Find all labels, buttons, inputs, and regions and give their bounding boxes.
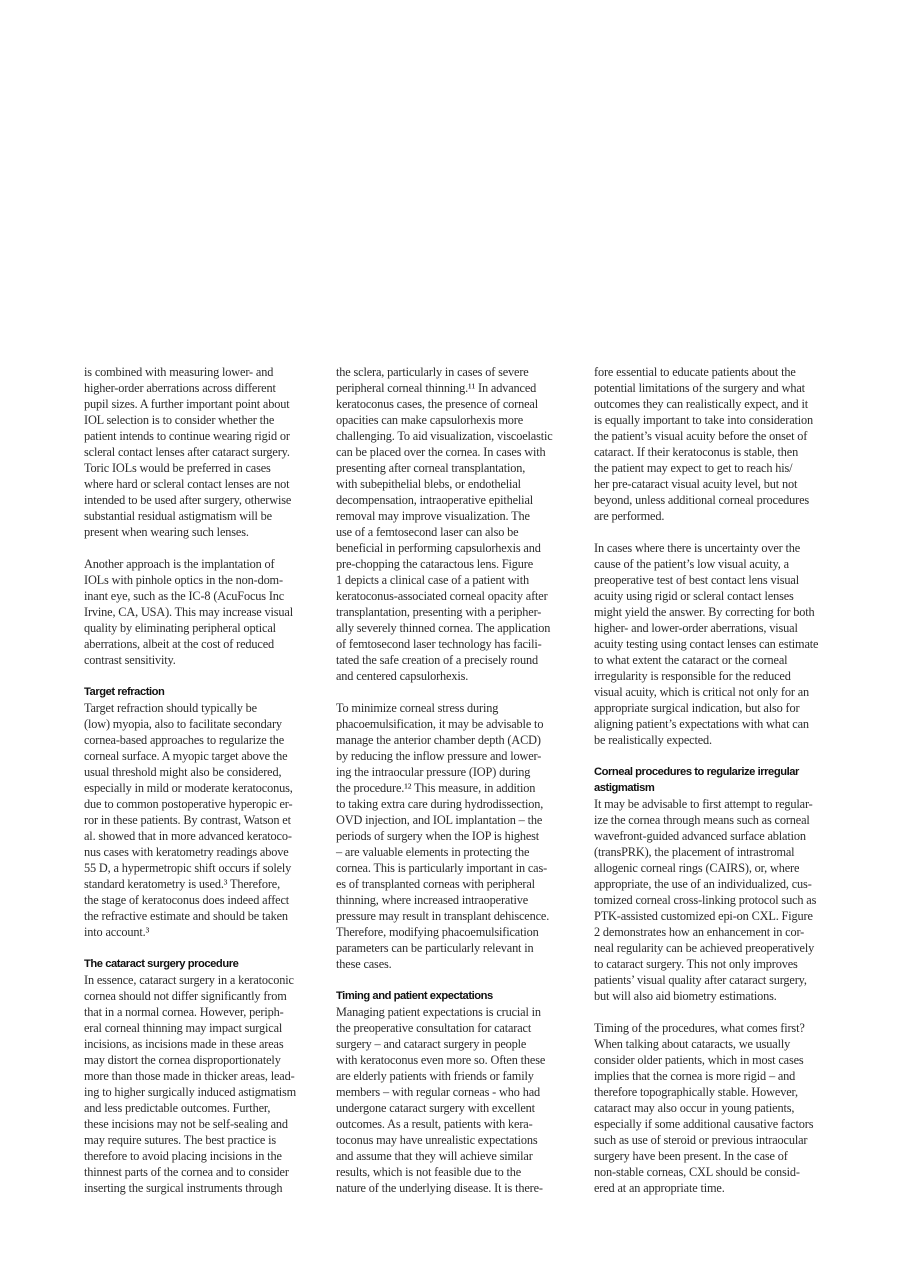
- text-line: cataract may also occur in young patients,: [594, 1101, 795, 1115]
- paragraph: [84, 364, 334, 540]
- text-line: are performed.: [594, 509, 665, 523]
- paragraph: [594, 540, 844, 748]
- text-line: Toric IOLs would be preferred in cases: [84, 461, 271, 475]
- text-line: pupil sizes. A further important point about: [84, 397, 290, 411]
- text-line: therefore to avoid placing incisions in the: [84, 1149, 282, 1163]
- section: [336, 988, 586, 1196]
- text-line: pressure may result in transplant dehiscence.: [336, 909, 550, 923]
- text-line: these cases.: [336, 957, 392, 971]
- text-line: To minimize corneal stress during: [336, 701, 499, 715]
- text-line: may require sutures. The best practice is: [84, 1133, 277, 1147]
- text-line: intended to be used after surgery, otherwise: [84, 493, 292, 507]
- text-line: thinning, where increased intraoperative: [336, 893, 529, 907]
- text-line: beneficial in performing capsulorhexis and: [336, 541, 541, 555]
- text-line: more than those made in thicker areas, lead-: [84, 1069, 295, 1083]
- paragraph-gap: [84, 668, 334, 684]
- text-line: due to common postoperative hyperopic er-: [84, 797, 293, 811]
- text-line: toconus may have unrealistic expectations: [336, 1133, 538, 1147]
- text-line: the sclera, particularly in cases of severe: [336, 365, 529, 379]
- text-line: to cataract surgery. This not only improves: [594, 957, 798, 971]
- text-line: 2 demonstrates how an enhancement in cor-: [594, 925, 805, 939]
- text-line: phacoemulsification, it may be advisable to: [336, 717, 544, 731]
- text-line: transplantation, presenting with a peripher-: [336, 605, 542, 619]
- text-line: cataract. If their keratoconus is stable, then: [594, 445, 799, 459]
- text-line: corneal surface. A myopic target above the: [84, 749, 288, 763]
- text-line: When talking about cataracts, we usually: [594, 1037, 791, 1051]
- text-line: periods of surgery when the IOP is highest: [336, 829, 540, 843]
- text-line: Timing of the procedures, what comes first?: [594, 1021, 805, 1035]
- text-line: Irvine, CA, USA). This may increase visual: [84, 605, 293, 619]
- text-line: the preoperative consultation for cataract: [336, 1021, 532, 1035]
- text-line: al. showed that in more advanced keratoco-: [84, 829, 292, 843]
- paragraph-gap: [594, 1004, 844, 1020]
- section-heading-continued: astigmatism: [594, 782, 655, 794]
- text-line: tated the safe creation of a precisely round: [336, 653, 539, 667]
- text-line: It may be advisable to first attempt to regular-: [594, 797, 813, 811]
- text-line: undergone cataract surgery with excellent: [336, 1101, 535, 1115]
- text-line: usual threshold might also be considered,: [84, 765, 282, 779]
- text-line: especially if some additional causative factors: [594, 1117, 814, 1131]
- text-line: IOL selection is to consider whether the: [84, 413, 275, 427]
- text-line: preoperative test of best contact lens visual: [594, 573, 799, 587]
- text-column-1: [84, 364, 334, 1196]
- text-line: opacities can make capsulorhexis more: [336, 413, 524, 427]
- text-line: In essence, cataract surgery in a keratoconic: [84, 973, 294, 987]
- text-line: cornea should not differ significantly from: [84, 989, 287, 1003]
- section-heading: Corneal procedures to regularize irregular: [594, 766, 799, 778]
- text-line: fore essential to educate patients about the: [594, 365, 796, 379]
- text-line: parameters can be particularly relevant in: [336, 941, 534, 955]
- text-line: such as use of steroid or previous intraocular: [594, 1133, 808, 1147]
- text-line: these incisions may not be self-sealing and: [84, 1117, 288, 1131]
- text-line: outcomes they can realistically expect, and it: [594, 397, 809, 411]
- section-heading: The cataract surgery procedure: [84, 958, 239, 970]
- text-line: ize the cornea through means such as corneal: [594, 813, 810, 827]
- text-line: keratoconus cases, the presence of corneal: [336, 397, 538, 411]
- text-line: to taking extra care during hydrodissection,: [336, 797, 544, 811]
- text-line: decompensation, intraoperative epithelial: [336, 493, 534, 507]
- paragraph-gap: [84, 940, 334, 956]
- text-line: – are valuable elements in protecting the: [336, 845, 530, 859]
- text-line: neal regularity can be achieved preoperatively: [594, 941, 815, 955]
- text-line: acuity testing using contact lenses can estimate: [594, 637, 819, 651]
- text-line: be realistically expected.: [594, 733, 712, 747]
- text-line: standard keratometry is used.³ Therefore,: [84, 877, 281, 891]
- text-line: the procedure.¹² This measure, in addition: [336, 781, 536, 795]
- text-line: the patient may expect to get to reach his/: [594, 461, 793, 475]
- text-line: eral corneal thinning may impact surgical: [84, 1021, 283, 1035]
- text-line: ing to higher surgically induced astigmatism: [84, 1085, 297, 1099]
- text-line: OVD injection, and IOL implantation – the: [336, 813, 543, 827]
- text-line: nature of the underlying disease. It is there-: [336, 1181, 543, 1195]
- text-line: challenging. To aid visualization, viscoelastic: [336, 429, 553, 443]
- text-line: her pre-cataract visual acuity level, but not: [594, 477, 798, 491]
- text-column-2: [336, 364, 586, 1196]
- text-line: and less predictable outcomes. Further,: [84, 1101, 271, 1115]
- text-line: tomized corneal cross-linking protocol such as: [594, 893, 817, 907]
- text-line: In cases where there is uncertainty over the: [594, 541, 801, 555]
- text-line: that in a normal cornea. However, periph-: [84, 1005, 284, 1019]
- text-line: outcomes. As a result, patients with kera-: [336, 1117, 533, 1131]
- text-line: acuity using rigid or scleral contact lenses: [594, 589, 794, 603]
- text-line: wavefront-guided advanced surface ablation: [594, 829, 806, 843]
- text-line: is combined with measuring lower- and: [84, 365, 274, 379]
- text-line: cornea. This is particularly important in cas-: [336, 861, 548, 875]
- text-line: higher- and lower-order aberrations, visual: [594, 621, 798, 635]
- paragraph: [84, 556, 334, 668]
- text-line: and centered capsulorhexis.: [336, 669, 469, 683]
- text-line: Target refraction should typically be: [84, 701, 257, 715]
- text-line: especially in mild or moderate keratoconus,: [84, 781, 293, 795]
- text-line: of femtosecond laser technology has facili-: [336, 637, 542, 651]
- section-heading: Target refraction: [84, 686, 165, 698]
- text-line: the refractive estimate and should be taken: [84, 909, 288, 923]
- text-line: appropriate surgical indication, but also for: [594, 701, 800, 715]
- paragraph-gap: [594, 524, 844, 540]
- text-line: ror in these patients. By contrast, Watson et: [84, 813, 291, 827]
- text-line: aberrations, albeit at the cost of reduced: [84, 637, 275, 651]
- text-line: incisions, as incisions made in these areas: [84, 1037, 284, 1051]
- text-line: consider older patients, which in most cases: [594, 1053, 804, 1067]
- text-line: peripheral corneal thinning.¹¹ In advanced: [336, 381, 537, 395]
- text-line: cornea-based approaches to regularize the: [84, 733, 285, 747]
- text-line: by reducing the inflow pressure and lower-: [336, 749, 542, 763]
- text-line: Managing patient expectations is crucial in: [336, 1005, 541, 1019]
- paragraph: [336, 700, 586, 972]
- text-line: aligning patient’s expectations with what can: [594, 717, 809, 731]
- text-line: PTK-assisted customized epi-on CXL. Figure: [594, 909, 813, 923]
- text-line: manage the anterior chamber depth (ACD): [336, 733, 541, 747]
- text-column-3: [594, 364, 844, 1196]
- text-line: keratoconus-associated corneal opacity after: [336, 589, 548, 603]
- text-line: quality by eliminating peripheral optical: [84, 621, 276, 635]
- text-line: results, which is not feasible due to the: [336, 1165, 522, 1179]
- text-line: presenting after corneal transplantation,: [336, 461, 526, 475]
- text-line: ally severely thinned cornea. The application: [336, 621, 551, 635]
- text-line: inserting the surgical instruments through: [84, 1181, 283, 1195]
- section: [84, 956, 334, 1196]
- text-line: (low) myopia, also to facilitate secondary: [84, 717, 282, 731]
- text-line: present when wearing such lenses.: [84, 525, 249, 539]
- text-line: thinnest parts of the cornea and to consider: [84, 1165, 289, 1179]
- paragraph: [336, 364, 586, 684]
- paragraph-gap: [84, 540, 334, 556]
- text-line: Therefore, modifying phacoemulsification: [336, 925, 539, 939]
- text-line: (transPRK), the placement of intrastromal: [594, 845, 795, 859]
- text-line: nus cases with keratometry readings above: [84, 845, 289, 859]
- text-line: 1 depicts a clinical case of a patient with: [336, 573, 529, 587]
- text-line: allogenic corneal rings (CAIRS), or, where: [594, 861, 800, 875]
- text-line: the stage of keratoconus does indeed affect: [84, 893, 290, 907]
- text-line: may distort the cornea disproportionately: [84, 1053, 281, 1067]
- text-line: implies that the cornea is more rigid – and: [594, 1069, 796, 1083]
- text-line: IOLs with pinhole optics in the non-dom-: [84, 573, 283, 587]
- section-heading: Timing and patient expectations: [336, 990, 493, 1002]
- text-line: ing the intraocular pressure (IOP) during: [336, 765, 531, 779]
- text-line: can be placed over the cornea. In cases with: [336, 445, 546, 459]
- text-line: with subepithelial blebs, or endothelial: [336, 477, 521, 491]
- text-line: visual acuity, which is critical not only for an: [594, 685, 809, 699]
- text-line: use of a femtosecond laser can also be: [336, 525, 519, 539]
- text-line: ered at an appropriate time.: [594, 1181, 725, 1195]
- paragraph: [594, 364, 844, 524]
- text-line: cause of the patient’s low visual acuity, a: [594, 557, 789, 571]
- text-line: with keratoconus even more so. Often these: [336, 1053, 546, 1067]
- text-line: members – with regular corneas - who had: [336, 1085, 541, 1099]
- text-line: 55 D, a hypermetropic shift occurs if solely: [84, 861, 292, 875]
- text-line: and assume that they will achieve similar: [336, 1149, 533, 1163]
- text-line: pre-chopping the cataractous lens. Figure: [336, 557, 534, 571]
- paragraph-gap: [336, 972, 586, 988]
- text-line: patients’ visual quality after cataract surgery,: [594, 973, 807, 987]
- text-line: surgery – and cataract surgery in people: [336, 1037, 527, 1051]
- text-line: therefore topographically stable. However,: [594, 1085, 798, 1099]
- text-line: scleral contact lenses after cataract surgery.: [84, 445, 290, 459]
- text-line: where hard or scleral contact lenses are not: [84, 477, 290, 491]
- text-line: to what extent the cataract or the corneal: [594, 653, 788, 667]
- text-line: irregularity is responsible for the reduced: [594, 669, 791, 683]
- text-line: Another approach is the implantation of: [84, 557, 275, 571]
- text-line: surgery have been present. In the case of: [594, 1149, 788, 1163]
- text-line: is equally important to take into consideration: [594, 413, 814, 427]
- text-line: potential limitations of the surgery and what: [594, 381, 805, 395]
- text-line: substantial residual astigmatism will be: [84, 509, 272, 523]
- text-line: patient intends to continue wearing rigid or: [84, 429, 290, 443]
- text-line: contrast sensitivity.: [84, 653, 176, 667]
- paragraph-gap: [336, 684, 586, 700]
- section: [84, 684, 334, 940]
- text-line: but will also aid biometry estimations.: [594, 989, 777, 1003]
- text-line: the patient’s visual acuity before the onset of: [594, 429, 808, 443]
- text-line: higher-order aberrations across different: [84, 381, 276, 395]
- text-line: appropriate, the use of an individualized, cus-: [594, 877, 812, 891]
- text-line: are elderly patients with friends or family: [336, 1069, 534, 1083]
- text-line: into account.³: [84, 925, 150, 939]
- paragraph: [594, 1020, 844, 1196]
- text-line: inant eye, such as the IC-8 (AcuFocus Inc: [84, 589, 285, 603]
- text-line: non-stable corneas, CXL should be consid-: [594, 1165, 800, 1179]
- section: [594, 764, 844, 1004]
- paragraph-gap: [594, 748, 844, 764]
- text-line: beyond, unless additional corneal procedures: [594, 493, 810, 507]
- text-line: might yield the answer. By correcting for both: [594, 605, 815, 619]
- text-line: es of transplanted corneas with peripheral: [336, 877, 535, 891]
- text-line: removal may improve visualization. The: [336, 509, 530, 523]
